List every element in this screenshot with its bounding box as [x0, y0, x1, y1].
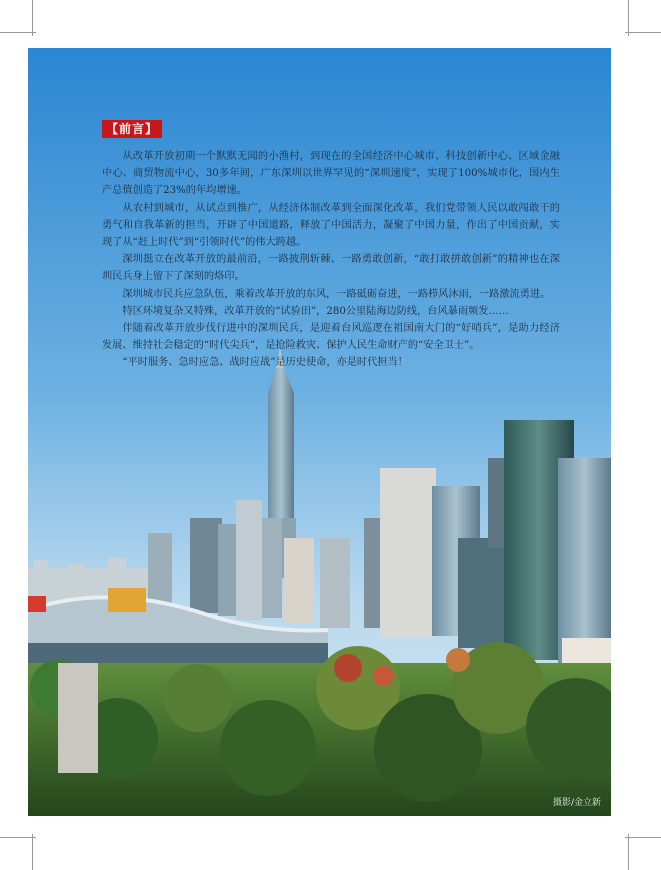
paragraph: 特区环境复杂又特殊，改革开放的“试验田”，280公里陆海边防线，台风暴雨频发…… — [122, 305, 509, 317]
crop-mark-top-left — [0, 0, 40, 40]
crop-mark-bottom-left — [0, 830, 40, 870]
paragraph: 从农村到城市，从试点到推广，从经济体制改革到全面深化改革，我们党带领人民以敢闯敢干的勇气和自我革新的担当，开辟了中国道路，释放了中国活力，凝聚了中国力量，作出了中国贡献，实现了从“赶上时代”到“引领时代”的伟大跨越。 — [102, 202, 560, 249]
section-tag: 【前言】 — [102, 120, 162, 138]
paragraph: 从改革开放初期一个默默无闻的小渔村，到现在的全国经济中心城市、科技创新中心、区域金融中心、商贸物流中心，30多年间，广东深圳以世界罕见的“深圳速度”，实现了100%城市化，国内生产总值创造了23%的年均增速。 — [102, 151, 560, 197]
preface-text-block — [102, 120, 560, 372]
paragraph: “平时服务、急时应急、战时应战”是历史使命，亦是时代担当！ — [122, 357, 408, 369]
paragraph: 深圳城市民兵应急队伍，乘着改革开放的东风，一路砥砺奋进，一路栉风沐雨，一路激流勇进。 — [122, 288, 551, 300]
crop-mark-top-right — [621, 0, 661, 40]
crop-mark-bottom-right — [621, 830, 661, 870]
paragraph: 伴随着改革开放步伐行进中的深圳民兵，是迎着台风巡逻在祖国南大门的“好哨兵”，是助力经济发展、维持社会稳定的“时代尖兵”，是抢险救灾、保护人民生命财产的“安全卫士”。 — [102, 323, 560, 352]
foreground-trees — [28, 642, 611, 816]
photo-credit: 摄影/金立新 — [552, 798, 601, 808]
paragraph: 深圳挺立在改革开放的最前沿，一路披荆斩棘、一路勇敢创新，“敢打敢拼敢创新”的精神也在深圳民兵身上留下了深刻的烙印。 — [102, 254, 560, 283]
